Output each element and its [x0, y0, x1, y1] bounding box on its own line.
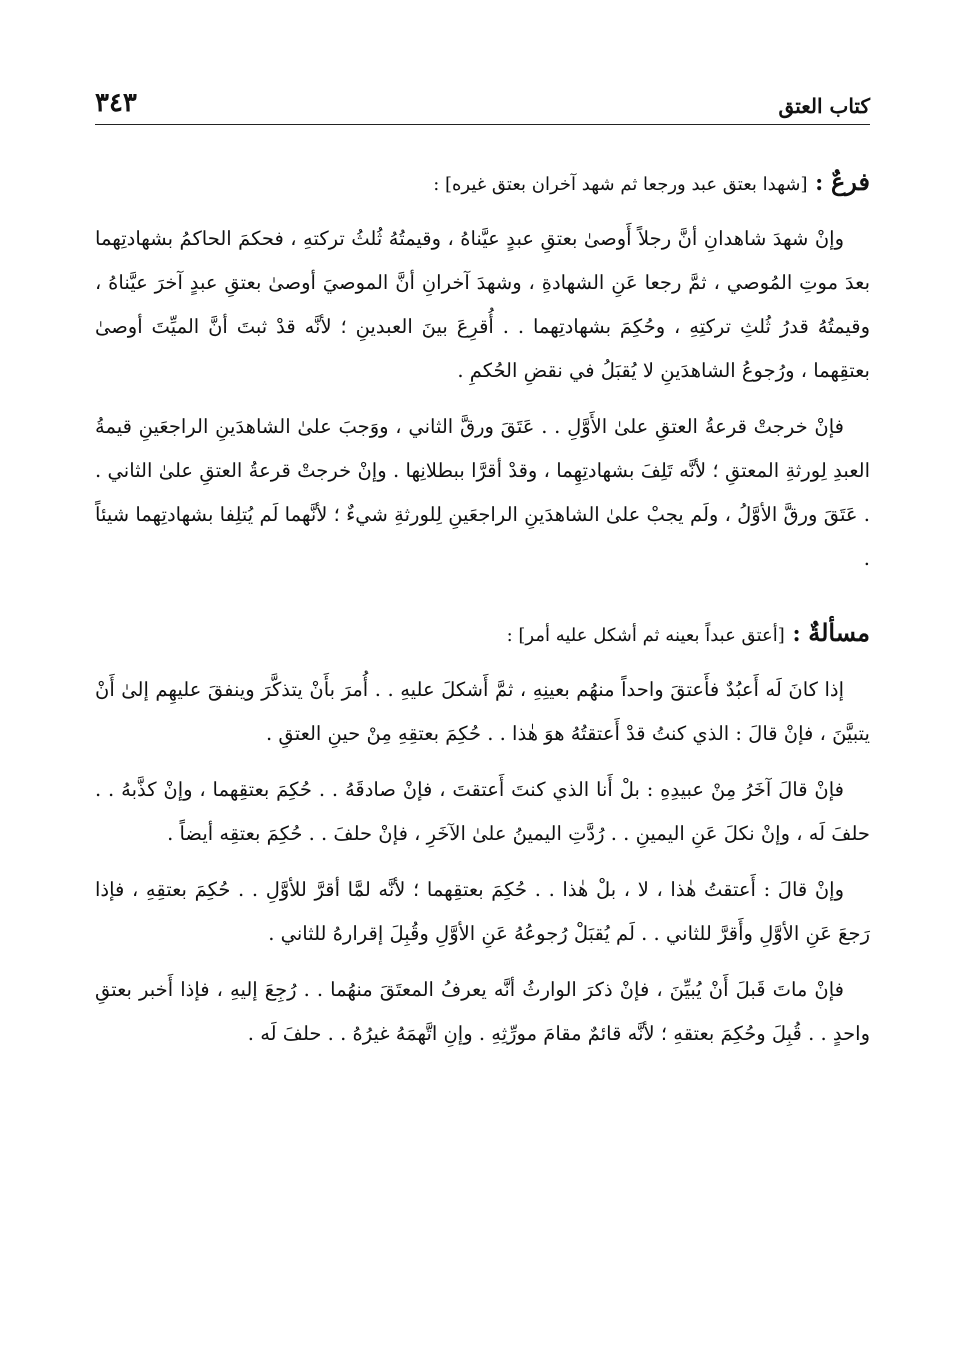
section-separator: :	[807, 170, 831, 196]
paragraph: إذا كانَ لَه أَعبُدٌ فأَعتقَ واحداً منهُم بعينِهِ ، ثمَّ أَشكلَ عليهِ . . أُمرَ بأَنْ يتذكَّرَ وينفقَ عليهِم إلىٰ أَنْ يتبيَّنَ ، فإنْ قالَ : الذي كنتُ قدْ أَعتقتُهُ هوَ هٰذا . . حُكِمَ بعتقِهِ مِنْ حينِ العتقِ .	[95, 678, 870, 745]
paragraph: فإنْ قالَ آخَرُ مِنْ عبيدِهِ : بلْ أَنا الذي كنتَ أَعتقتَ ، فإنْ صادقَهُ . . حُكِمَ بعتقِهما ، وإنْ كذَّبهُ . . حلفَ لَه ، وإنْ نكلَ عَنِ اليمينِ . . رُدَّتِ اليمينُ علىٰ الآخَرِ ، فإنْ حلفَ . . حُكِمَ بعتقِه أيضاً .	[95, 778, 870, 845]
section-label: فرعٌ	[830, 167, 870, 196]
paragraph: وإنْ قالَ : أَعتقتُ هٰذا ، لا ، بلْ هٰذا . . حُكِمَ بعتقِهما ؛ لأنَّه لمَّا أقرَّ للأوَّلِ . . حُكِمَ بعتقِهِ ، فإذا رَجعَ عَنِ الأوَّلِ وأَقرَّ للثاني . . لَم يُقبَلْ رُجوعُهُ عَنِ الأوَّلِ وقُبِلَ إقرارهُ للثاني .	[95, 878, 870, 945]
book-title: كتاب العتق	[778, 94, 870, 118]
section-description: [شهدا بعتق عبد ورجعا ثم شهد آخران بعتق غيره] :	[433, 174, 808, 195]
section-gap	[95, 593, 870, 611]
page-number: ٣٤٣	[95, 88, 137, 118]
section-separator: :	[784, 621, 809, 647]
main-text	[95, 160, 870, 1068]
running-header	[95, 88, 870, 122]
paragraph: وإنْ شهدَ شاهدانِ أنَّ رجلاً أَوصىٰ بعتقِ عبدٍ عيَّناهُ ، وقيمتُهُ ثُلثُ تركتهِ ، فحكمَ الحاكمُ بشهادتِهما بعدَ موتِ المُوصي ، ثمَّ رجعا عَنِ الشهادةِ ، وشهدَ آخرانِ أنَّ الموصيَ أوصىٰ بعتقِ عبدٍ آخرَ عيَّناهُ ، وقيمتُهُ قدرُ ثُلثِ تركتِهِ ، وحُكِمَ بشهادتِهما . . أُقرِعَ بينَ العبدينِ ؛ لأنَّه قدْ ثبتَ أنَّ الميِّتَ أوصىٰ بعتقِهما ، ورُجوعُ الشاهدَينِ لا يُقبَلُ في نقضِ الحُكمِ .	[95, 227, 870, 382]
section-heading-masala	[95, 611, 870, 658]
paragraph: فإنْ ماتَ قَبلَ أَنْ يُبيِّنَ ، فإنْ ذكرَ الوارثُ أنَّه يعرفُ المعتَقَ منهُما . . رُجِعَ إليهِ ، فإذا أَخبر بعتقِ واحدٍ . . قُبِلَ وحُكِمَ بعتقهِ ؛ لأنَّه قائمٌ مقامَ مورِّثِهِ . وإنِ اتَّهمَهُ غيرُهُ . . حلفَ لَه .	[95, 978, 870, 1045]
header-rule	[95, 124, 870, 125]
section-heading-far	[95, 160, 870, 207]
paragraph: فإنْ خرجتْ قرعةُ العتقِ علىٰ الأَوَّلِ . . عَتَقَ ورقَّ الثاني ، ووَجبَ علىٰ الشاهدَينِ الراجعَينِ قيمةُ العبدِ لِورثةِ المعتقِ ؛ لأنَّه تَلِفَ بشهادتِهِما ، وقدْ أقرَّا ببطلانِها . وإنْ خرجتْ قرعةُ العتقِ علىٰ الثاني . . عَتَقَ ورقَّ الأوَّلُ ، ولَم يجبْ علىٰ الشاهدَينِ الراجعَينِ لِلورثةِ شيءٌ ؛ لأنَّهما لَم يُتلِفا بشهادتِهما شيئاً .	[95, 415, 870, 570]
section-description: [أعتق عبداً بعينه ثم أشكل عليه أمر] :	[506, 625, 785, 646]
section-label: مسألةٌ	[808, 618, 870, 647]
